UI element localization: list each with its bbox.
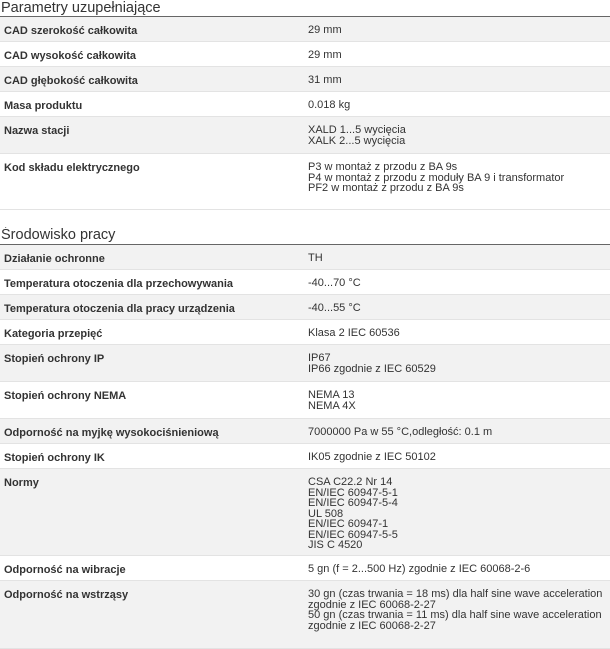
spec-value bbox=[304, 42, 610, 66]
spec-value-line: CSA C22.2 Nr 14 bbox=[308, 476, 393, 488]
spec-row bbox=[0, 92, 610, 117]
spec-value-line: zgodnie z IEC 60068-2-27 bbox=[308, 598, 436, 611]
spec-row bbox=[0, 419, 610, 444]
spec-row bbox=[0, 154, 610, 210]
spec-row bbox=[0, 295, 610, 320]
spec-value bbox=[304, 419, 610, 443]
spec-label: Kod składu elektrycznego bbox=[4, 162, 140, 174]
spec-value bbox=[304, 117, 610, 153]
spec-value-line: IK05 zgodnie z IEC 50102 bbox=[308, 451, 436, 463]
spec-row bbox=[0, 469, 610, 556]
section-additional-params bbox=[0, 0, 610, 210]
spec-label: Działanie ochronne bbox=[4, 253, 105, 265]
spec-value bbox=[304, 92, 610, 116]
spec-table bbox=[0, 245, 610, 649]
spec-table bbox=[0, 17, 610, 210]
spec-value-line: 5 gn (f = 2...500 Hz) zgodnie z IEC 60068-2-6 bbox=[308, 563, 531, 575]
spec-label: Temperatura otoczenia dla pracy urządzenia bbox=[4, 303, 235, 315]
spec-value-line: -40...55 °C bbox=[308, 302, 361, 314]
spec-row bbox=[0, 42, 610, 67]
spec-value-line: NEMA 13 bbox=[308, 389, 355, 401]
spec-value bbox=[304, 270, 610, 294]
spec-value-line: EN/IEC 60947-5-5 bbox=[308, 528, 398, 541]
spec-label: Temperatura otoczenia dla przechowywania bbox=[4, 278, 234, 290]
spec-value-line: 30 gn (czas trwania = 18 ms) dla half sine wave acceleration bbox=[308, 588, 603, 600]
spec-value-line: EN/IEC 60947-1 bbox=[308, 518, 389, 530]
spec-value-line: XALD 1...5 wycięcia bbox=[308, 124, 406, 136]
spec-label: Normy bbox=[4, 477, 39, 489]
spec-value bbox=[304, 154, 610, 209]
spec-value bbox=[304, 295, 610, 319]
spec-label: Stopień ochrony IP bbox=[4, 353, 105, 365]
spec-value-line: XALK 2...5 wycięcia bbox=[308, 134, 406, 147]
spec-label: Odporność na myjkę wysokociśnieniową bbox=[4, 427, 219, 439]
spec-value bbox=[304, 320, 610, 344]
spec-label: Stopień ochrony NEMA bbox=[4, 390, 127, 402]
spec-value bbox=[304, 382, 610, 418]
spec-row bbox=[0, 67, 610, 92]
spec-row bbox=[0, 581, 610, 649]
section-title: Parametry uzupełniające bbox=[0, 0, 610, 17]
spec-label: CAD szerokość całkowita bbox=[4, 25, 138, 37]
spec-value-line: PF2 w montaż z przodu z BA 9s bbox=[308, 182, 464, 194]
spec-value-line: NEMA 4X bbox=[308, 399, 356, 412]
spec-value-line: zgodnie z IEC 60068-2-27 bbox=[308, 619, 436, 632]
spec-value-line: 31 mm bbox=[308, 74, 342, 86]
spec-value-line: EN/IEC 60947-5-1 bbox=[308, 486, 398, 499]
spec-row bbox=[0, 556, 610, 581]
spec-label: CAD wysokość całkowita bbox=[4, 50, 137, 62]
spec-row bbox=[0, 245, 610, 270]
spec-value-line: IP66 zgodnie z IEC 60529 bbox=[308, 362, 436, 375]
spec-value-line: Klasa 2 IEC 60536 bbox=[308, 327, 400, 339]
spec-value-line: TH bbox=[308, 252, 323, 264]
spec-value bbox=[304, 245, 610, 269]
section-environment bbox=[0, 227, 610, 649]
spec-row bbox=[0, 382, 610, 419]
spec-value-line: 7000000 Pa w 55 °C,odległość: 0.1 m bbox=[308, 426, 493, 438]
spec-label: Masa produktu bbox=[4, 100, 83, 112]
spec-value bbox=[304, 469, 610, 555]
spec-value-line: EN/IEC 60947-5-4 bbox=[308, 497, 398, 509]
spec-value-line: -40...70 °C bbox=[308, 277, 361, 289]
spec-label: CAD głębokość całkowita bbox=[4, 75, 138, 87]
spec-value-line: 29 mm bbox=[308, 49, 342, 61]
spec-value bbox=[304, 17, 610, 41]
spec-value bbox=[304, 556, 610, 580]
spec-value bbox=[304, 345, 610, 381]
spec-value bbox=[304, 67, 610, 91]
spec-label: Odporność na wstrząsy bbox=[4, 589, 129, 601]
spec-value-line: IP67 bbox=[308, 352, 331, 364]
spec-label: Stopień ochrony IK bbox=[4, 452, 105, 464]
spec-row bbox=[0, 117, 610, 154]
spec-row bbox=[0, 345, 610, 382]
spec-label: Odporność na wibracje bbox=[4, 564, 126, 576]
spec-value-line: P4 w montaż z przodu z moduły BA 9 i transformator bbox=[308, 171, 565, 184]
spec-value bbox=[304, 444, 610, 468]
section-title: Środowisko pracy bbox=[0, 227, 610, 245]
spec-row bbox=[0, 270, 610, 295]
spec-value-line: 50 gn (czas trwania = 11 ms) dla half sine wave acceleration bbox=[308, 609, 602, 621]
spec-label: Kategoria przepięć bbox=[4, 328, 103, 340]
spec-value-line: P3 w montaż z przodu z BA 9s bbox=[308, 161, 458, 173]
spec-row bbox=[0, 444, 610, 469]
spec-value-line: UL 508 bbox=[308, 507, 344, 520]
spec-label: Nazwa stacji bbox=[4, 125, 70, 137]
spec-value-line: 29 mm bbox=[308, 24, 342, 36]
spec-row bbox=[0, 17, 610, 42]
spec-value bbox=[304, 581, 610, 648]
spec-value-line: 0.018 kg bbox=[308, 99, 351, 111]
spec-row bbox=[0, 320, 610, 345]
spec-value-line: JIS C 4520 bbox=[308, 539, 363, 551]
